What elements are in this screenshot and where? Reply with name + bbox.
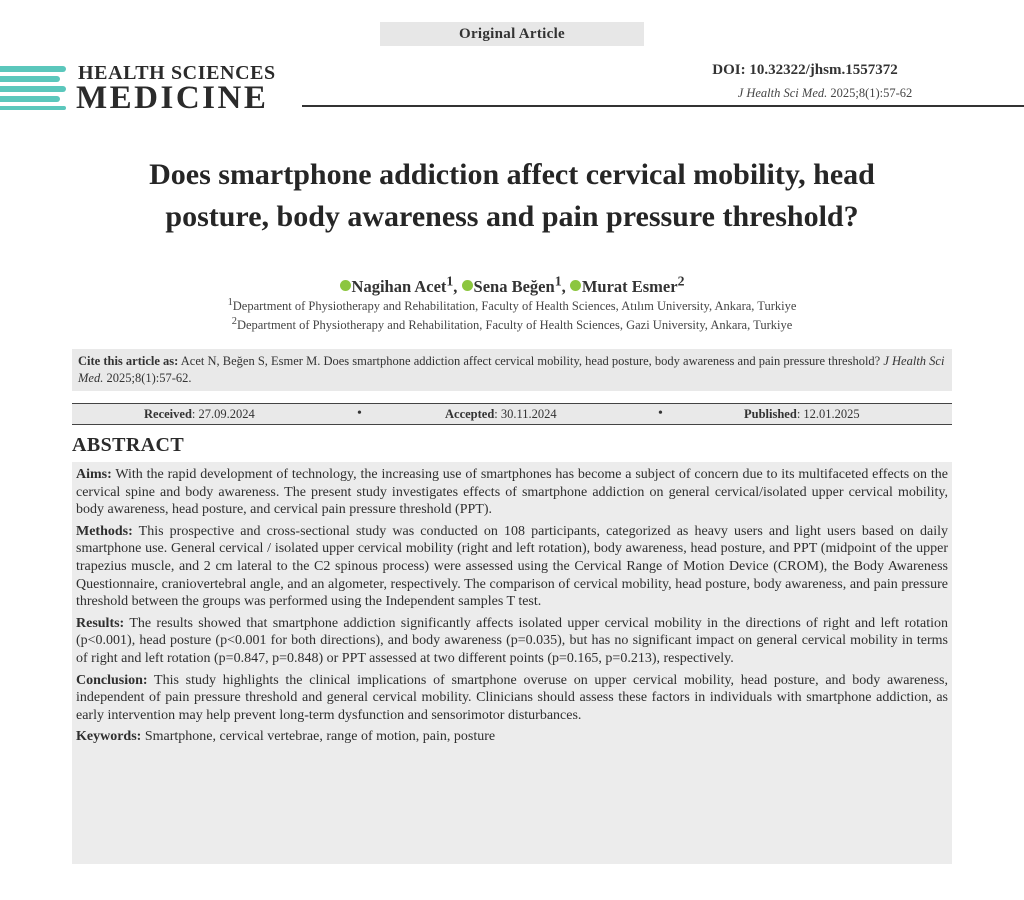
abstract-methods: Methods: This prospective and cross-sectional study was conducted on 108 participants, categorized as heavy users and light users based on daily smartphone use. General cervical / isolated upper cervical mobility (right and left rotation), body awareness, head posture, and PPT (midpoint of the upper trapezius muscle, and 2 cm lateral to the C2 spinous process) were assessed using the Cervical Range of Motion Device (CROM), the Body Awareness Questionnaire, craniovertebral angle, and an algometer, respectively. The comparison of cervical mobility, head posture, body awareness, and pain pressure threshold between the groups was performed using the Independent samples T test. bbox=[76, 523, 949, 610]
received-date: Received: 27.09.2024 bbox=[144, 407, 255, 421]
orcid-icon[interactable] bbox=[570, 280, 581, 291]
article-title bbox=[60, 154, 964, 238]
orcid-icon[interactable] bbox=[340, 280, 351, 291]
citation-box bbox=[72, 349, 952, 391]
accepted-date: Accepted: 30.11.2024 bbox=[445, 407, 557, 421]
abstract-heading: ABSTRACT bbox=[72, 434, 185, 456]
bullet-separator: • bbox=[357, 406, 362, 421]
journal-abbrev: J Health Sci Med. bbox=[737, 86, 828, 100]
doi-link[interactable]: DOI: 10.32322/jhsm.1557372 bbox=[712, 62, 898, 78]
author-item[interactable]: Nagihan Acet$^1$, bbox=[340, 277, 462, 296]
published-date: Published: 12.01.2025 bbox=[744, 407, 860, 421]
affiliation-1: $^1$Department of Physiotherapy and Rehabilitation, Faculty of Health Sciences, Atılım University, Ankara, Turkiye bbox=[227, 297, 797, 314]
logo-text-health-sciences: HEALTH SCIENCES bbox=[78, 62, 276, 84]
article-type-label: Original Article bbox=[380, 22, 644, 46]
journal-logo[interactable] bbox=[0, 60, 300, 116]
author-item[interactable]: Murat Esmer$^2$ bbox=[570, 277, 685, 296]
journal-volume: 2025;8(1):57-62 bbox=[830, 86, 913, 100]
author-list bbox=[0, 273, 1024, 297]
citation-journal: J Health Sci Med. bbox=[78, 354, 945, 385]
author-item[interactable]: Sena Beğen$^1$, bbox=[462, 277, 570, 296]
logo-stripes-icon bbox=[0, 66, 66, 110]
abstract-aims: Aims: With the rapid development of technology, the increasing use of smartphones has become a subject of concern due to its multifaceted effects on the cervical spine and body awareness. The present study investigates effects of smartphone addiction on general cervical/isolated upper cervical mobility, body awareness, head posture, and cervical pain pressure threshold (PPT). bbox=[76, 467, 948, 518]
orcid-icon[interactable] bbox=[462, 280, 473, 291]
journal-reference bbox=[700, 86, 950, 101]
header-divider bbox=[302, 105, 1024, 107]
article-title-line-2: posture, body awareness and pain pressure threshold? bbox=[165, 200, 859, 233]
abstract-body bbox=[72, 462, 952, 864]
citation-label: Cite this article as: bbox=[78, 354, 179, 368]
dates-bar bbox=[72, 403, 952, 425]
citation-text: Acet N, Beğen S, Esmer M. Does smartphone addiction affect cervical mobility, head posture, body awareness and pain pressure threshold? bbox=[180, 354, 881, 368]
abstract-conclusion: Conclusion: This study highlights the clinical implications of smartphone overuse on upper cervical mobility, head posture, and body awareness, independent of pain pressure threshold and general cervical mobility. Clinicians should assess these factors in individuals with smartphone addiction, as early intervention may help prevent long-term dysfunction and sensorimotor disturbances. bbox=[76, 672, 948, 723]
affiliation-2: $^2$Department of Physiotherapy and Rehabilitation, Faculty of Health Sciences, Gazi University, Ankara, Turkiye bbox=[231, 316, 793, 333]
article-title-line-1: Does smartphone addiction affect cervical mobility, head bbox=[149, 158, 875, 191]
bullet-separator: • bbox=[658, 406, 663, 421]
citation-ref: 2025;8(1):57-62. bbox=[106, 371, 192, 385]
abstract-keywords: Keywords: Smartphone, cervical vertebrae, range of motion, pain, posture bbox=[76, 729, 496, 745]
logo-text-medicine: MEDICINE bbox=[76, 80, 269, 116]
abstract-results: Results: The results showed that smartphone addiction significantly affects isolated upper cervical mobility in the directions of right and left rotation (p<0.001), head posture (p<0.001 for both directions), and body awareness (p=0.035), but has no significant impact on general cervical mobility in terms of right and left rotation (p=0.847, p=0.848) or PPT assessed at two different points (p=0.165, p=0.213), respectively. bbox=[76, 615, 948, 666]
